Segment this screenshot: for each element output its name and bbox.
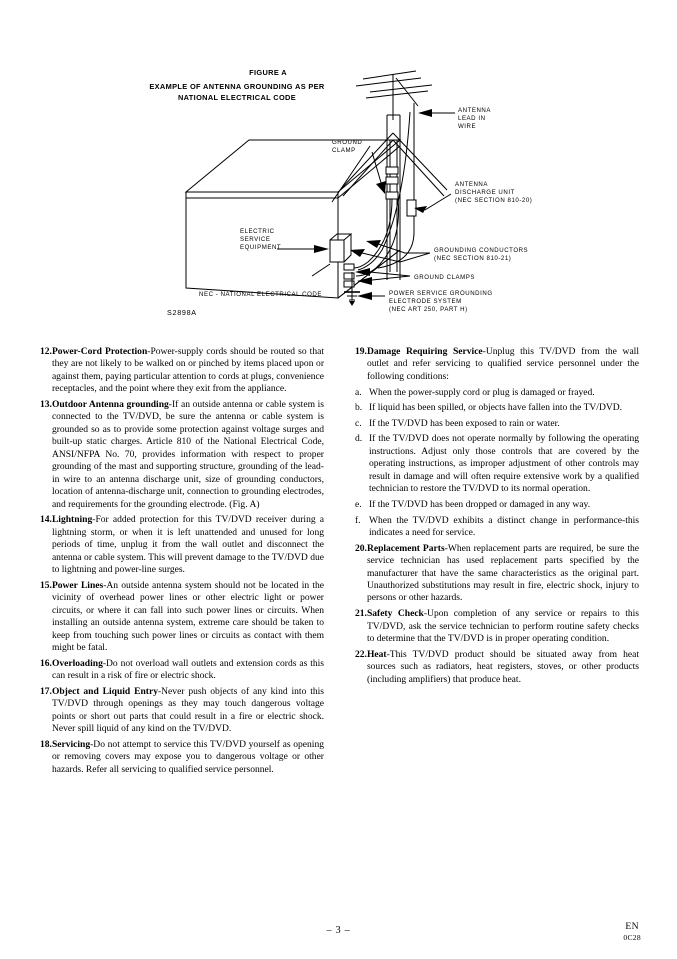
instruction-lead: Power-Cord Protection [51,346,148,357]
instruction-lead: Safety Check [366,608,424,620]
instruction-body [369,418,639,430]
instruction-body [52,658,324,683]
label-ground-clamp-1: GROUND [332,139,363,146]
instruction-item [355,649,639,686]
instruction-number: 12. [40,346,52,357]
instruction-text: If liquid has been spilled, or objects have fallen into the TV/DVD. [369,402,623,414]
instruction-text: -When replacement parts are required, be sure the service technician has used replacement parts specified by the manufacturer that have the same characteristics as the original part. Unauthorized substitutions may result in fire, electric shock, injury to persons or other hazards. [366,542,639,604]
instruction-body [52,739,324,776]
leader-ground-clamps [355,268,410,285]
figure-title-line1: FIGURE A [249,68,287,77]
instruction-text: If the TV/DVD does not operate normally by following the operating instructions. Adjust only those controls that are covered by the operating instructions, as improper adjustment of other controls may result in damage and will often require extensive work by a qualified technician to restore the TV/DVD to its normal operation. [369,433,639,495]
instruction-number: c. [355,417,362,429]
instruction-body [52,580,324,655]
label-ground-clamp-2: CLAMP [332,147,356,154]
leader-nec-footnote [312,264,330,276]
label-antenna-lead-in-1: ANTENNA [458,107,491,114]
instruction-number: 15. [40,579,52,591]
instruction-text: -Do not attempt to service this TV/DVD yourself as opening or removing covers may expose you to dangerous voltage or other hazards. Refer all servicing to qualified service personnel. [51,738,324,775]
instruction-item [355,499,639,511]
instruction-text: -Power-supply cords should be routed so that they are not likely to be walked on or pinched by items placed upon or against them, paying particular attention to cords at plugs, convenience receptacles, and the point where they exit from the appliance. [51,346,324,395]
instruction-item [40,580,324,655]
instruction-body [369,387,639,399]
instruction-item [40,514,324,576]
instruction-text: -An outside antenna system should not be located in the vicinity of overhead power lines or other electric light or power circuits, or where it can fall into such power lines or circuits. When installing an outside antenna system, extreme care should be taken to keep from touching such power lines or circuits as contact with them might be fatal. [51,579,324,653]
instruction-body [52,514,324,576]
label-grounding-conductors-1: GROUNDING CONDUCTORS [434,247,529,254]
instruction-text: -Never push objects of any kind into this TV/DVD through openings as they may touch dangerous voltage points or short out parts that could result in a fire or electric shock. Never spill liquid of any kind on the TV/DVD. [51,685,325,735]
instruction-lead: Overloading [51,657,103,669]
left-text-column [40,346,324,779]
label-antenna-lead-in-3: WIRE [458,123,477,130]
leader-antenna-lead-in [418,109,455,117]
instruction-item [40,739,324,776]
instruction-lead: Heat [366,648,387,660]
instruction-text: -Do not overload wall outlets and extension cords as this can result in a risk of fire or electric shock. [51,657,324,682]
instruction-item [355,515,639,540]
figure-title-line3: NATIONAL ELECTRICAL CODE [177,93,297,102]
leader-power-service-grounding [357,292,385,300]
instruction-item [355,608,639,645]
instruction-body [367,346,639,383]
instruction-item [355,387,639,399]
instruction-body [52,399,324,511]
instruction-text: If the TV/DVD has been exposed to rain or water. [369,417,560,429]
electric-service-equipment-box [330,234,351,262]
instruction-number: a. [355,386,362,398]
instruction-item [355,402,639,414]
instruction-lead: Damage Requiring Service [366,346,483,357]
footer-doc-code: 0C28 [623,932,641,942]
instruction-number: 16. [40,657,52,669]
instruction-number: 20. [355,542,367,554]
label-electric-service-1: ELECTRIC [240,228,275,235]
instruction-text: -This TV/DVD product should be situated away from heat sources such as radiators, heat registers, stoves, or other products (including amplifiers) that produce heat. [366,648,639,685]
label-antenna-discharge-1: ANTENNA [455,181,488,188]
instruction-lead: Servicing [51,738,91,750]
instruction-body [369,515,639,540]
instruction-item [355,543,639,605]
footer-language-code: EN [625,921,639,932]
instruction-body [367,543,639,605]
instruction-number: 17. [40,685,52,697]
instruction-body [367,649,639,686]
label-nec-footnote: NEC - NATIONAL ELECTRICAL CODE [199,291,322,298]
figure-title-line2: EXAMPLE OF ANTENNA GROUNDING AS PER [149,82,325,91]
leader-electric-service [277,245,329,253]
instruction-body [369,499,639,511]
instruction-text: -Unplug this TV/DVD from the wall outlet and refer servicing to qualified service personnel under the following conditions: [366,346,639,382]
instruction-lead: Lightning [51,514,93,526]
ground-clamps-on-mast [386,167,398,199]
figure-drawing-code: S2898A [167,308,197,317]
instruction-item [355,418,639,430]
instruction-item [355,346,639,383]
instruction-body [369,433,639,495]
instruction-number: f. [355,514,361,526]
instruction-number: b. [355,402,363,414]
instruction-lead: Outdoor Antenna grounding [51,399,169,410]
instruction-body [367,608,639,645]
antenna-grounding-diagram [0,0,677,340]
label-electric-service-3: EQUIPMENT [240,244,282,251]
instruction-lead: Object and Liquid Entry [51,685,158,697]
instruction-text: -For added protection for this TV/DVD receiver during a lightning storm, or when it is left unattended and unused for long periods of time, unplug it from the wall outlet and disconnect the antenna or cable system. This will prevent damage to the TV/DVD due to lightning and power-line surges. [51,514,324,576]
instruction-item [40,658,324,683]
instruction-body [52,346,324,396]
instruction-text: When the TV/DVD exhibits a distinct change in performance-this indicates a need for service. [369,514,639,539]
label-antenna-discharge-3: (NEC SECTION 810-20) [455,197,533,204]
label-power-service-3: (NEC ART 250, PART H) [389,306,468,313]
label-power-service-2: ELECTRODE SYSTEM [389,298,462,305]
instruction-number: e. [355,498,362,510]
label-ground-clamps: GROUND CLAMPS [414,274,475,281]
instruction-number: d. [355,433,363,445]
figure-a-illustration [0,0,677,340]
instruction-item [40,686,324,736]
antenna-lead-in-wire [358,103,414,270]
instruction-lead: Replacement Parts [366,542,445,554]
instruction-lead: Power Lines [51,579,104,591]
instruction-number: 14. [40,514,52,526]
leader-antenna-discharge [414,194,451,213]
instruction-text: When the power-supply cord or plug is damaged or frayed. [369,386,595,398]
instruction-body [52,686,324,736]
instruction-body [369,402,639,414]
instruction-item [40,399,324,511]
instruction-number: 21. [355,608,367,620]
page-number: – 3 – [326,925,351,936]
label-antenna-discharge-2: DISCHARGE UNIT [455,189,515,196]
instruction-text: -Upon completion of any service or repairs to this TV/DVD, ask the service technician to perform routine safety checks to determine that the TV/DVD is in proper operating condition. [366,608,640,645]
label-grounding-conductors-2: (NEC SECTION 810-21) [434,255,512,262]
instruction-text: If the TV/DVD has been dropped or damaged in any way. [369,498,591,510]
label-power-service-1: POWER SERVICE GROUNDING [389,290,493,297]
label-antenna-lead-in-2: LEAD IN [458,115,486,122]
safety-instructions-columns [40,346,640,779]
instruction-item [40,346,324,396]
right-text-column [355,346,639,779]
instruction-number: 19. [355,346,367,357]
footer-right-block [623,922,641,943]
instruction-text: -If an outside antenna or cable system is connected to the TV/DVD, be sure the antenna or cable system is grounded so as to provide some protection against voltage surges and built-up static charges. Article 810 of the National Electrical Code, ANSI/NFPA No. 70, provides information with respect to proper grounding of the mast and supporting structure, grounding of the lead-in wire to an antenna discharge unit, size of grounding conductors, location of antenna-discharge unit, connection to grounding electrodes, and requirements for the grounding electrode. (Fig. A) [51,399,324,510]
instruction-number: 13. [40,399,52,410]
label-electric-service-2: SERVICE [240,236,271,243]
instruction-number: 22. [355,648,367,660]
instruction-number: 18. [40,738,52,750]
instruction-item [355,433,639,495]
